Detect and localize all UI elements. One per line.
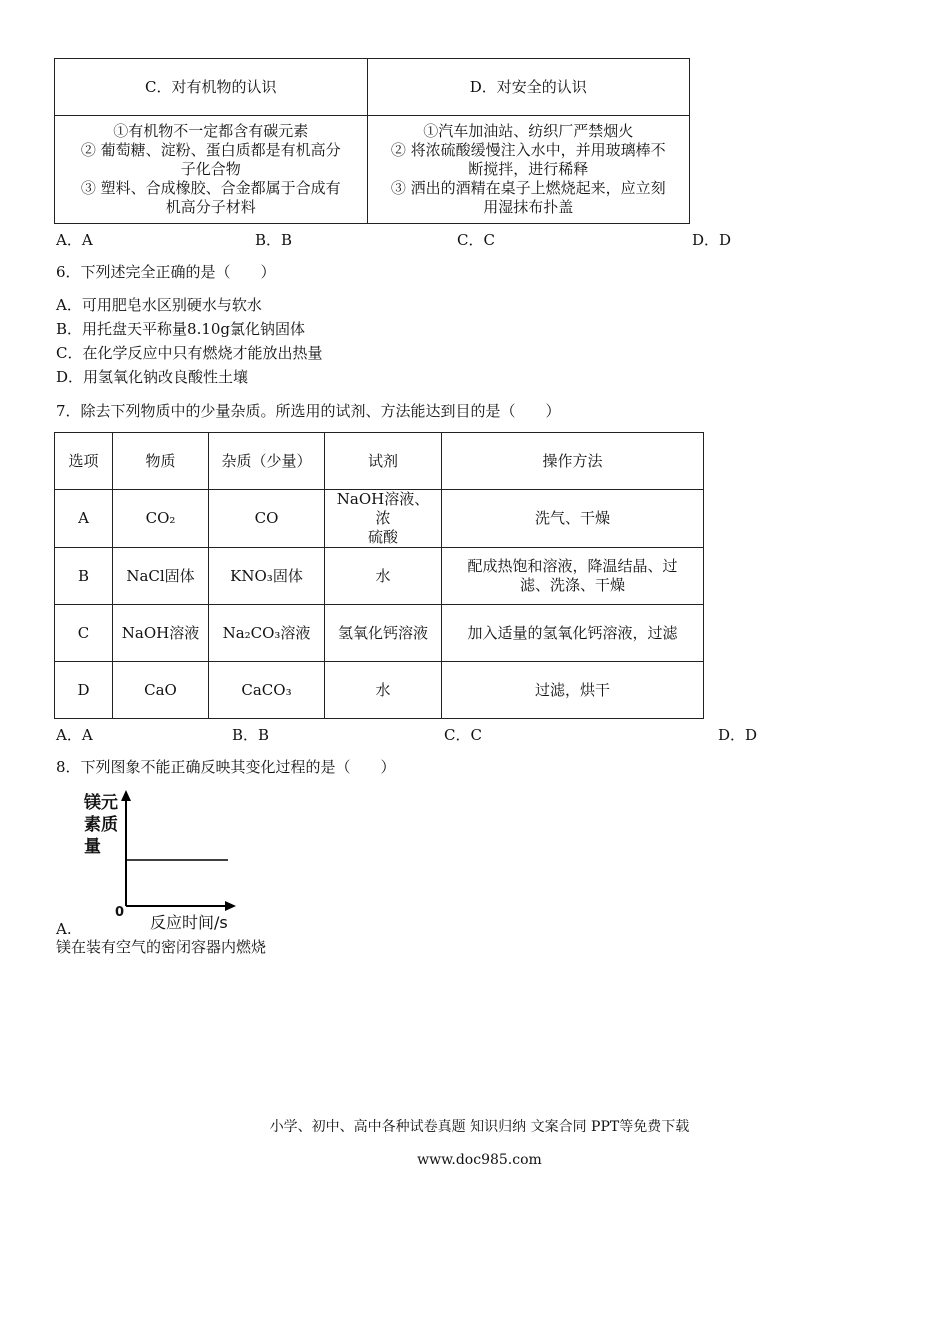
q6-option-a[interactable]: A．可用肥皂水区别硬水与软水 <box>56 296 262 314</box>
q7-option-c[interactable]: C．C <box>444 726 482 744</box>
header-d: D．对安全的认识 <box>367 59 690 116</box>
q8-stem: 8．下列图象不能正确反映其变化过程的是（ ） <box>56 758 396 776</box>
q7-row-b-option: B <box>55 548 113 605</box>
origin-label: 0 <box>115 905 125 920</box>
q7-row-c-option: C <box>55 605 113 662</box>
cell-d: ①汽车加油站、纺织厂严禁烟火 ② 将浓硫酸缓慢注入水中，并用玻璃棒不 断搅拌，进行稀释 ③ 洒出的酒精在桌子上燃烧起来，应立刻 用湿抹布扑盖 <box>367 116 690 224</box>
q7-row-a-reagent: NaOH溶液、浓 硫酸 <box>325 490 442 548</box>
q7-table <box>54 432 704 719</box>
q7-row-b-reagent: 水 <box>325 548 442 605</box>
q7-row-c-impurity: Na₂CO₃溶液 <box>209 605 325 662</box>
q7-header-impurity: 杂质（少量） <box>209 433 325 490</box>
q7-option-a[interactable]: A．A <box>56 726 93 744</box>
y-axis-arrow-icon <box>121 790 131 801</box>
q6-option-d[interactable]: D．用氢氧化钠改良酸性土壤 <box>56 368 249 386</box>
q7-header-reagent: 试剂 <box>325 433 442 490</box>
y-axis-label: 镁元 素质 量 <box>84 793 118 857</box>
q7-header-option: 选项 <box>55 433 113 490</box>
q7-row-a-method: 洗气、干燥 <box>442 490 704 548</box>
q7-row-d-option: D <box>55 662 113 719</box>
q5-option-b[interactable]: B．B <box>255 231 293 249</box>
q7-row-a-substance: CO₂ <box>113 490 209 548</box>
table-row <box>55 548 704 605</box>
q7-row-a-option: A <box>55 490 113 548</box>
q6-option-b[interactable]: B．用托盘天平称量8.10g氯化钠固体 <box>56 320 306 338</box>
q7-header-method: 操作方法 <box>442 433 704 490</box>
q7-row-c-reagent: 氢氧化钙溶液 <box>325 605 442 662</box>
q7-row-d-reagent: 水 <box>325 662 442 719</box>
table-row <box>55 490 704 548</box>
footer <box>0 1100 950 1168</box>
q7-row-a-impurity: CO <box>209 490 325 548</box>
q5-option-a[interactable]: A．A <box>56 231 93 249</box>
q7-row-b-method: 配成热饱和溶液，降温结晶、过 滤、洗涤、干燥 <box>442 548 704 605</box>
q7-row-c-method: 加入适量的氢氧化钙溶液，过滤 <box>442 605 704 662</box>
q6-stem: 6．下列述完全正确的是（ ） <box>56 263 276 281</box>
q7-row-c-substance: NaOH溶液 <box>113 605 209 662</box>
q8-option-a[interactable]: A. <box>56 920 72 938</box>
cell-c: ①有机物不一定都含有碳元素 ② 葡萄糖、淀粉、蛋白质都是有机高分 子化合物 ③ 塑料、合成橡胶、合金都属于合成有 机高分子材料 <box>55 116 368 224</box>
q7-header-substance: 物质 <box>113 433 209 490</box>
q8-caption-a: 镁在装有空气的密闭容器内燃烧 <box>56 938 267 956</box>
table-row <box>55 605 704 662</box>
q7-row-d-substance: CaO <box>113 662 209 719</box>
q7-option-b[interactable]: B．B <box>232 726 270 744</box>
q7-row-d-method: 过滤，烘干 <box>442 662 704 719</box>
footer-url[interactable]: www.doc985.com <box>417 1152 542 1168</box>
header-c: C．对有机物的认识 <box>55 59 368 116</box>
q7-row-d-impurity: CaCO₃ <box>209 662 325 719</box>
table-row <box>55 662 704 719</box>
footer-text: 小学、初中、高中各种试卷真题 知识归纳 文案合同 PPT等免费下载 <box>269 1119 690 1135</box>
q5-option-d[interactable]: D．D <box>692 231 732 249</box>
q5-table <box>54 58 690 224</box>
q6-option-c[interactable]: C．在化学反应中只有燃烧才能放出热量 <box>56 344 323 362</box>
q7-row-b-substance: NaCl固体 <box>113 548 209 605</box>
x-axis-label: 反应时间/s <box>150 913 228 932</box>
q7-option-d[interactable]: D．D <box>718 726 758 744</box>
q7-stem: 7．除去下列物质中的少量杂质。所选用的试剂、方法能达到目的是（ ） <box>56 402 561 420</box>
q7-row-b-impurity: KNO₃固体 <box>209 548 325 605</box>
q8-graph-a <box>78 788 248 938</box>
q5-option-c[interactable]: C．C <box>457 231 495 249</box>
